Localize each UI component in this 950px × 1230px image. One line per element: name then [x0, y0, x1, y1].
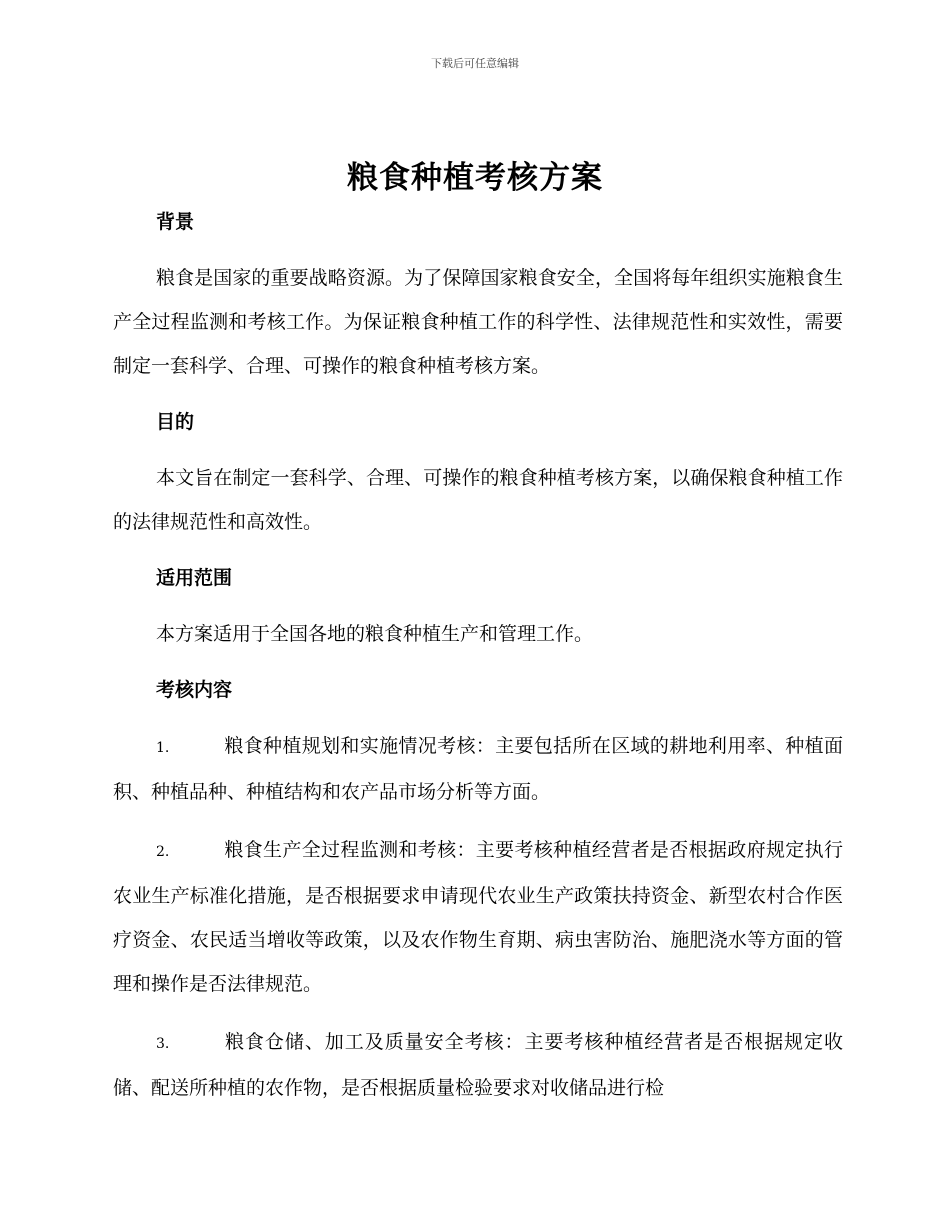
list-item	[113, 1020, 843, 1110]
document-title: 粮食种植考核方案	[347, 160, 603, 196]
section-heading-scope: 适用范围	[156, 567, 233, 589]
document-body	[113, 202, 843, 1110]
paragraph-purpose: 本文旨在制定一套科学、合理、可操作的粮食种植考核方案，以确保粮食种植工作的法律规范性和高效性。	[113, 467, 843, 533]
list-item-number: 2.	[156, 844, 170, 860]
list-item	[113, 828, 843, 1006]
section-heading-content: 考核内容	[156, 679, 233, 701]
paragraph-background: 粮食是国家的重要战略资源。为了保障国家粮食安全，全国将每年组织实施粮食生产全过程监测和考核工作。为保证粮食种植工作的科学性、法律规范性和实效性，需要制定一套科学、合理、可操作的粮食种植考核方案。	[113, 267, 843, 377]
paragraph-scope: 本方案适用于全国各地的粮食种植生产和管理工作。	[156, 623, 594, 645]
list-item	[113, 724, 843, 814]
list-item-number: 1.	[156, 740, 170, 756]
list-item-text: 粮食仓储、加工及质量安全考核：主要考核种植经营者是否根据规定收储、配送所种植的农作物，是否根据质量检验要求对收储品进行检	[113, 1031, 843, 1099]
list-item-text: 粮食种植规划和实施情况考核：主要包括所在区域的耕地利用率、种植面积、种植品种、种植结构和农产品市场分析等方面。	[113, 735, 843, 803]
list-item-text: 粮食生产全过程监测和考核：主要考核种植经营者是否根据政府规定执行农业生产标准化措施，是否根据要求申请现代农业生产政策扶持资金、新型农村合作医疗资金、农民适当增收等政策，以及农作物生育期、病虫害防治、施肥浇水等方面的管理和操作是否法律规范。	[113, 839, 843, 995]
header-note: 下载后可任意编辑	[431, 57, 519, 70]
section-heading-background: 背景	[156, 211, 195, 233]
section-heading-purpose: 目的	[156, 411, 195, 433]
list-item-number: 3.	[156, 1036, 170, 1052]
